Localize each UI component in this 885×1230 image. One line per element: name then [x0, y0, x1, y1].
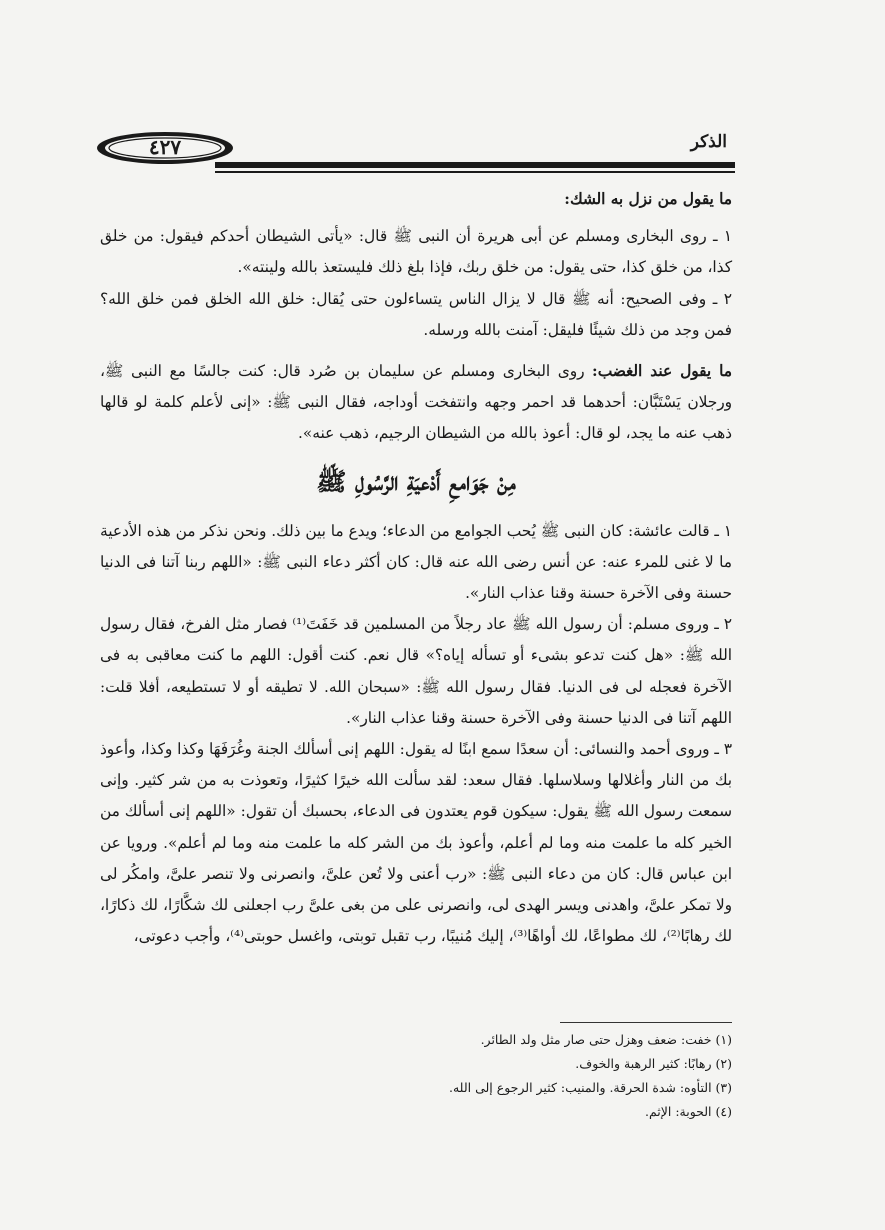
footnote-item: (٤) الحوبة: الإثم. — [644, 1104, 732, 1119]
header-rule-thick — [215, 162, 735, 168]
footnote-item: (١) خفت: ضعف وهزل حتى صار مثل ولد الطائر. — [480, 1032, 732, 1047]
main-text — [100, 184, 732, 952]
anger-text: روى البخارى ومسلم عن سليمان بن صُرد قال: كنت جالسًا مع النبى ﷺ، ورجلان يَسْتَبَّان: أحدهما قد احمر وجهه وانتفخت أوداجه، فقال النبى ﷺ: «إنى لأعلم كلمة لو قالها ذهب عنه ما يجد، لو قال: أعوذ بالله من الشيطان الرجيم، ذهب عنه». — [100, 362, 732, 443]
page-number-badge — [95, 130, 235, 166]
running-title: الذكر — [690, 132, 727, 152]
section-heading-doubt: ما يقول من نزل به الشك: — [564, 190, 732, 208]
footnote-item: (٢) رهابًا: كثير الرهبة والخوف. — [575, 1056, 732, 1071]
section-heading-anger: ما يقول عند الغضب: — [592, 362, 732, 381]
paragraph-anger — [100, 356, 732, 450]
spacer — [100, 346, 732, 356]
header-rule-thin — [215, 171, 735, 173]
footnote-item: (٣) التأوه: شدة الحرقة. والمنيب: كثير الرجوع إلى الله. — [449, 1080, 732, 1095]
footnote-divider — [560, 1022, 732, 1023]
page-number: ٤٢٧ — [148, 135, 182, 159]
paragraph-jawami-2: ٢ ـ وروى مسلم: أن رسول الله ﷺ عاد رجلاً من المسلمين قد خَفَتَ⁽¹⁾ فصار مثل الفرخ، فقال رسول الله ﷺ: «هل كنت تدعو بشىء أو تسأله إياه؟» قال نعم. كنت أقول: اللهم ما كنت معاقبى به فى الآخرة فعجله لى فى الدنيا. فقال رسول الله ﷺ: «سبحان الله. لا تطيقه أو لا تستطيعه، أفلا قلت: اللهم آتنا فى الدنيا حسنة وفى الآخرة حسنة وقنا عذاب النار». — [100, 615, 732, 727]
page-header — [95, 128, 735, 178]
paragraph-doubt-2: ٢ ـ وفى الصحيح: أنه ﷺ قال لا يزال الناس يتساءلون حتى يُقال: خلق الله الخلق فمن خلق الله؟ فمن وجد من ذلك شيئًا فليقل: آمنت بالله ورسله. — [100, 289, 732, 339]
footnotes — [100, 1028, 732, 1124]
section-title-jawami: مِنْ جَوَامعِ أَدْعيَةِ الرَّسُولِ ﷺ — [316, 466, 516, 496]
paragraph-jawami-3: ٣ ـ وروى أحمد والنسائى: أن سعدًا سمع ابنًا له يقول: اللهم إنى أسألك الجنة وغُرَفَهَا وكذا وكذا، وأعوذ بك من النار وأغلالها وسلاسلها. فقال سعد: لقد سألت الله خيرًا كثيرًا، وتعوذت به من شر كثير. وإنى سمعت رسول الله ﷺ يقول: سيكون قوم يعتدون فى الدعاء، بحسبك أن تقول: «اللهم إنى أسألك من الخير كله ما علمت منه وما لم أعلم، وأعوذ بك من الشر كله ما علمت منه وما لم أعلم». ورويا عن ابن عباس قال: كان من دعاء النبى ﷺ: «رب أعنى ولا تُعن علىَّ، وانصرنى ولا تنصر علىَّ، وامكُر لى ولا تمكر علىَّ، واهدنى ويسر الهدى لى، وانصرنى على من بغى علىَّ رب اجعلنى لك شكَّارًا، لك ذكارًا، لك رهابًا⁽²⁾، لك مطواعًا، لك أواهًا⁽³⁾، إليك مُنيبًا، رب تقبل توبتى، واغسل حوبتى⁽⁴⁾، وأجب دعوتى، — [100, 740, 732, 946]
paragraph-jawami-1: ١ ـ قالت عائشة: كان النبى ﷺ يُحب الجوامع من الدعاء؛ ويدع ما بين ذلك. ونحن نذكر من هذه الأدعية ما لا غنى للمرء عنه: عن أنس رضى الله عنه قال: كان أكثر دعاء النبى ﷺ: «اللهم ربنا آتنا فى الدنيا حسنة وفى الآخرة حسنة وقنا عذاب النار». — [100, 521, 732, 603]
paragraph-doubt-1: ١ ـ روى البخارى ومسلم عن أبى هريرة أن النبى ﷺ قال: «يأتى الشيطان أحدكم فيقول: من خلق كذا، من خلق كذا، حتى يقول: من خلق ربك، فإذا بلغ ذلك فليستعذ بالله ولينته». — [100, 227, 732, 277]
